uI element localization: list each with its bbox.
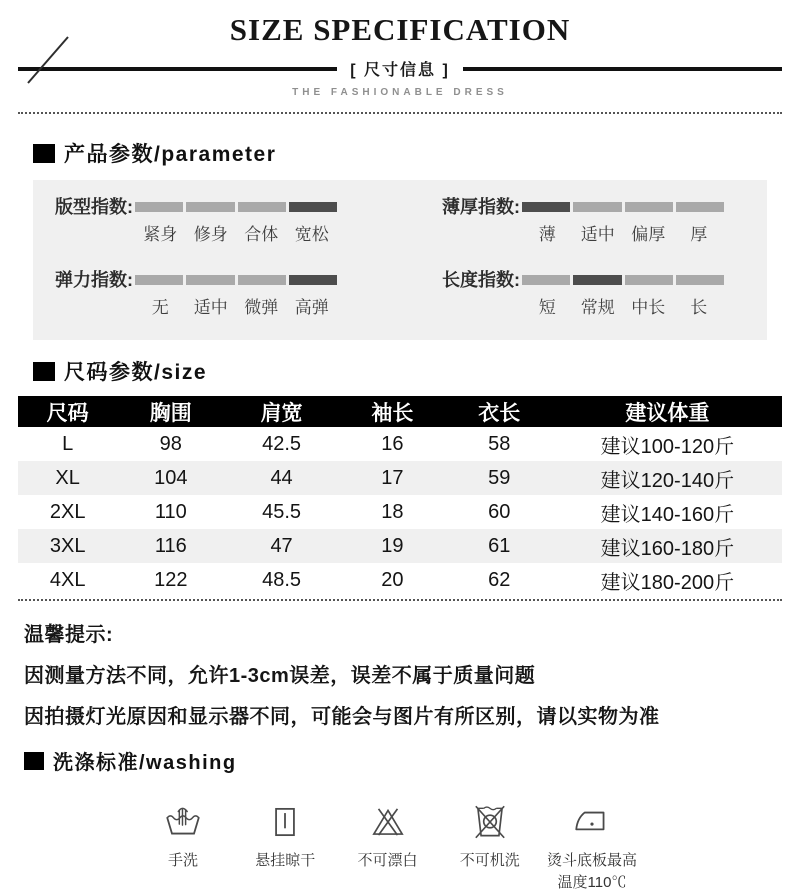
black-square-bullet — [24, 752, 44, 770]
size-table-header-cell: 衣长 — [446, 396, 553, 427]
size-table-header-cell: 建议体重 — [553, 396, 782, 427]
index-option-label: 常规 — [580, 298, 615, 317]
size-table-cell: XL — [18, 461, 117, 495]
hang-dry-icon — [262, 801, 308, 843]
subtitle-chinese: [ 尺寸信息 ] — [350, 62, 450, 79]
index-segment — [676, 275, 724, 285]
size-table-row — [18, 427, 782, 461]
size-table-cell: 19 — [339, 529, 446, 563]
no-machine-wash-icon — [467, 801, 513, 843]
index-row — [442, 270, 767, 318]
index-option-label: 合体 — [244, 225, 279, 244]
size-table-cell: 44 — [224, 461, 339, 495]
section-title-size — [33, 356, 800, 386]
size-table-cell: 建议120-140斤 — [553, 461, 782, 495]
index-option-label: 微弹 — [244, 298, 279, 317]
index-option-label: 短 — [538, 298, 556, 317]
size-table-cell: 48.5 — [262, 568, 302, 591]
parameter-panel — [33, 180, 767, 340]
index-segment — [238, 275, 286, 285]
index-option-label: 无 — [151, 298, 169, 317]
iron-max-temp-icon — [569, 801, 615, 843]
washing-item — [340, 801, 436, 894]
index-segment — [625, 202, 673, 212]
index-row — [442, 197, 767, 245]
index-segment — [573, 202, 621, 212]
size-table-cell: 104 — [117, 461, 224, 495]
index-label: 弹力指数: — [55, 270, 133, 290]
index-option-label: 适中 — [193, 298, 228, 317]
tips-block — [24, 615, 776, 738]
size-table-header-row — [18, 396, 782, 427]
index-option-label: 长 — [690, 298, 708, 317]
size-table-cell: 18 — [381, 500, 404, 523]
section-title-parameter — [33, 138, 800, 168]
section-title-text: 产品参数/parameter — [64, 143, 277, 166]
washing-item-label: 手洗 — [167, 852, 198, 869]
tips-line: 因拍摄灯光原因和显示器不同，可能会与图片有所区别，请以实物为准 — [24, 706, 660, 728]
index-label: 长度指数: — [442, 270, 520, 290]
size-table-cell: 59 — [446, 461, 553, 495]
washing-item — [442, 801, 538, 894]
size-table-header-cell: 胸围 — [117, 396, 224, 427]
size-table-cell: 47 — [224, 529, 339, 563]
index-bars — [135, 200, 337, 245]
size-table-cell: 16 — [381, 432, 404, 455]
index-segment — [186, 202, 234, 212]
index-segment — [238, 202, 286, 212]
index-label: 版型指数: — [55, 197, 133, 217]
washing-item-label: 烫斗底板最高温度110℃ — [546, 852, 637, 891]
index-option-label: 宽松 — [294, 225, 329, 244]
washing-icons-row — [135, 801, 640, 894]
washing-item-label: 悬挂晾干 — [255, 852, 316, 869]
index-option-label: 中长 — [631, 298, 666, 317]
size-table-cell: 60 — [488, 500, 511, 523]
size-table-cell: 建议100-120斤 — [600, 435, 735, 458]
page-title: SIZE SPECIFICATION — [229, 12, 571, 47]
index-option-label: 厚 — [690, 225, 708, 244]
size-table-cell: 61 — [446, 529, 553, 563]
index-segment — [186, 275, 234, 285]
size-table-cell: 建议140-160斤 — [600, 503, 735, 526]
size-table-header-cell: 尺码 — [18, 396, 117, 427]
size-table-cell: 3XL — [18, 529, 117, 563]
size-table-cell: 116 — [117, 529, 224, 563]
index-bars — [522, 200, 724, 245]
subtitle-rule-right — [463, 67, 782, 71]
index-row — [55, 197, 400, 245]
size-table-cell: 110 — [154, 500, 187, 523]
index-segment — [522, 275, 570, 285]
size-table-cell: 建议180-200斤 — [600, 571, 735, 594]
size-table-row — [18, 563, 782, 597]
size-table-cell: 20 — [381, 568, 404, 591]
tips-line: 因测量方法不同，允许1-3cm误差，误差不属于质量问题 — [24, 665, 536, 687]
size-table-cell: 58 — [488, 432, 511, 455]
size-table-cell: 建议160-180斤 — [553, 529, 782, 563]
size-table-cell: 122 — [154, 568, 188, 591]
index-option-label: 适中 — [580, 225, 615, 244]
index-segment — [135, 275, 183, 285]
index-option-label: 薄 — [538, 225, 556, 244]
size-table-cell: 62 — [488, 568, 511, 591]
no-bleach-icon — [365, 801, 411, 843]
size-table-row — [18, 495, 782, 529]
size-table-cell: L — [62, 432, 74, 455]
size-table — [18, 396, 782, 597]
dotted-divider — [18, 599, 782, 601]
index-segment-selected — [573, 275, 621, 285]
index-option-label: 修身 — [193, 225, 228, 244]
washing-item — [237, 801, 333, 894]
washing-item-label: 不可漂白 — [357, 852, 418, 869]
index-option-label: 高弹 — [294, 298, 329, 317]
size-table-cell: 98 — [159, 432, 182, 455]
index-segment — [625, 275, 673, 285]
size-table-cell: 17 — [339, 461, 446, 495]
tagline: THE FASHIONABLE DRESS — [292, 87, 508, 98]
washing-item — [135, 801, 231, 894]
index-segment-selected — [289, 202, 337, 212]
size-table-row — [18, 461, 782, 495]
page-header — [0, 0, 800, 98]
tips-title: 温馨提示: — [24, 624, 114, 646]
index-option-label: 偏厚 — [631, 225, 666, 244]
index-segment — [676, 202, 724, 212]
section-title-text: 尺码参数/size — [64, 361, 208, 384]
size-table-header-cell: 袖长 — [339, 396, 446, 427]
index-segment-selected — [522, 202, 570, 212]
black-square-bullet — [33, 362, 55, 381]
section-title-text: 洗涤标准/washing — [53, 752, 237, 774]
index-label: 薄厚指数: — [442, 197, 520, 217]
size-table-cell: 2XL — [49, 500, 86, 523]
size-table-cell: 45.5 — [262, 500, 302, 523]
hand-wash-icon — [160, 801, 206, 843]
washing-item-label: 不可机洗 — [459, 852, 520, 869]
size-table-cell: 42.5 — [262, 432, 302, 455]
index-segment — [135, 202, 183, 212]
washing-item — [544, 801, 640, 894]
size-table-row — [18, 529, 782, 563]
index-bars — [135, 273, 337, 318]
index-row — [55, 270, 400, 318]
index-segment-selected — [289, 275, 337, 285]
section-title-washing — [24, 746, 800, 775]
index-bars — [522, 273, 724, 318]
index-option-label: 紧身 — [143, 225, 178, 244]
parameter-panel-left-column — [33, 197, 400, 318]
decorative-slash-icon — [22, 34, 74, 91]
parameter-panel-right-column — [400, 197, 767, 318]
size-table-header-cell: 肩宽 — [224, 396, 339, 427]
dotted-divider — [18, 112, 782, 114]
size-table-cell: 4XL — [49, 568, 86, 591]
subtitle-row — [18, 57, 782, 80]
black-square-bullet — [33, 144, 55, 163]
